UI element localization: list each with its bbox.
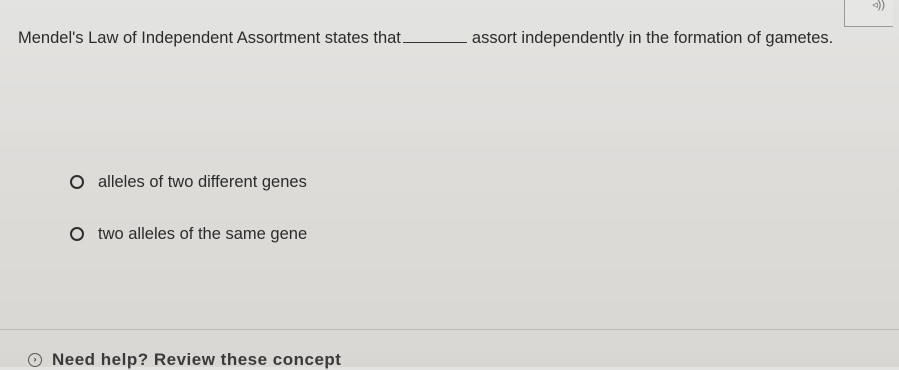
need-help-text[interactable]: Need help? Review these concept <box>52 350 342 369</box>
answer-options <box>70 170 307 274</box>
option-label[interactable]: alleles of two different genes <box>98 172 307 191</box>
option-two-alleles-same-gene[interactable] <box>70 222 307 246</box>
option-label[interactable]: two alleles of the same gene <box>98 224 308 243</box>
question-text-after: assort independently in the formation of gametes. <box>471 29 834 47</box>
question-text-before: Mendel's Law of Independent Assortment states that <box>18 29 401 47</box>
chevron-right-icon[interactable]: › <box>28 353 42 367</box>
speaker-icon[interactable]: ◃)) <box>872 0 885 11</box>
need-help-toggle[interactable] <box>28 350 341 370</box>
audio-widget[interactable] <box>844 0 893 27</box>
section-divider <box>0 329 899 330</box>
radio-button[interactable] <box>70 227 84 241</box>
radio-button[interactable] <box>70 175 84 189</box>
option-alleles-two-genes[interactable] <box>70 170 307 194</box>
question-text <box>18 27 878 49</box>
answer-blank <box>403 28 467 43</box>
